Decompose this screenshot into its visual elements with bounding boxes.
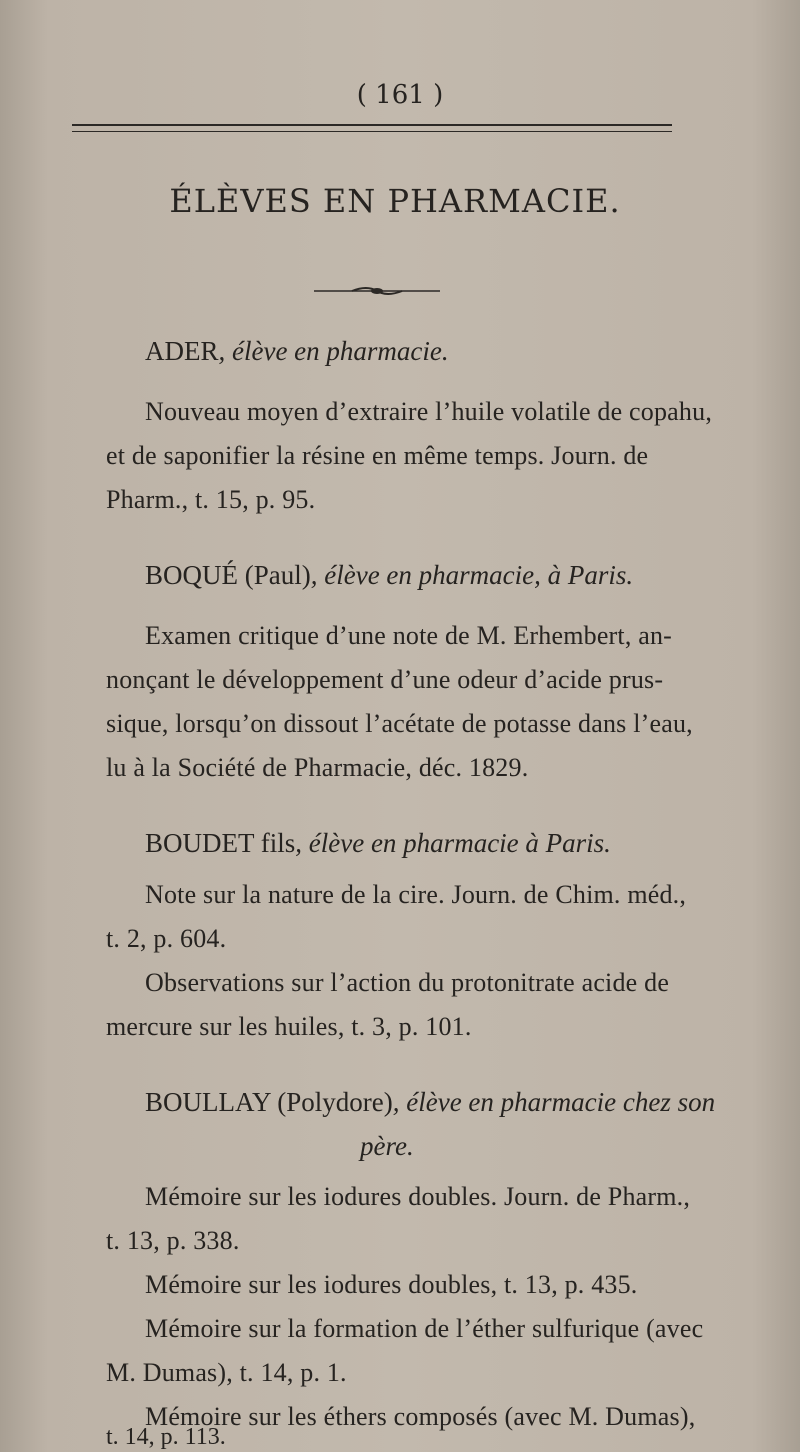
entry-heading-boudet	[145, 828, 611, 859]
entry-text-line: Note sur la nature de la cire. Journ. de Chim. méd.,	[145, 880, 687, 909]
entry-name: BOQUÉ (Paul)	[145, 560, 311, 590]
entry-heading-ader	[145, 336, 449, 367]
header-rule-thick	[72, 124, 672, 126]
entry-name: ADER	[145, 336, 219, 366]
section-heading: ÉLÈVES EN PHARMACIE.	[169, 182, 621, 220]
entry-text-line: nonçant le développement d’une odeur d’acide prus-	[106, 665, 664, 694]
entry-text-line: t. 2, p. 604.	[106, 924, 227, 953]
entry-text-line: Examen critique d’une note de M. Erhembert, an-	[145, 621, 673, 650]
entry-heading-boullay	[145, 1087, 715, 1118]
entry-text-line: t. 14, p. 113.	[106, 1424, 226, 1450]
entry-text-line: Mémoire sur les iodures doubles, t. 13, p. 435.	[145, 1270, 638, 1299]
entry-qualification-continued: père.	[360, 1131, 414, 1161]
entry-text-line: Mémoire sur les éthers composés (avec M. Dumas),	[145, 1402, 696, 1431]
entry-qualification: , élève en pharmacie à Paris.	[295, 828, 611, 858]
ornament-divider-icon	[312, 284, 442, 298]
entry-text-line: lu à la Société de Pharmacie, déc. 1829.	[106, 753, 529, 782]
entry-text-line: Mémoire sur les iodures doubles. Journ. de Pharm.,	[145, 1182, 691, 1211]
entry-text-line: Mémoire sur la formation de l’éther sulfurique (avec	[145, 1314, 704, 1343]
entry-name: BOUDET fils	[145, 828, 296, 858]
entry-text-line: sique, lorsqu’on dissout l’acétate de potasse dans l’eau,	[106, 709, 693, 738]
page-number: ( 161 )	[356, 80, 444, 110]
entry-text-line: Observations sur l’action du protonitrate acide de	[145, 968, 670, 997]
entry-qualification: , élève en pharmacie.	[218, 336, 449, 366]
entry-text-line: mercure sur les huiles, t. 3, p. 101.	[106, 1012, 472, 1041]
entry-name: BOULLAY (Polydore)	[145, 1087, 393, 1117]
entry-text-line: t. 13, p. 338.	[106, 1226, 240, 1255]
entry-qualification: , élève en pharmacie, à Paris.	[310, 560, 634, 590]
entry-text-line: Nouveau moyen d’extraire l’huile volatile de copahu,	[145, 397, 713, 426]
entry-text-line: Pharm., t. 15, p. 95.	[106, 485, 316, 514]
entry-qualification: , élève en pharmacie chez son	[392, 1087, 716, 1117]
entry-text-line: et de saponifier la résine en même temps. Journ. de	[106, 441, 649, 470]
entry-text-line: M. Dumas), t. 14, p. 1.	[106, 1358, 347, 1387]
entry-heading-boque	[145, 560, 633, 591]
header-rule-thin	[72, 131, 672, 132]
